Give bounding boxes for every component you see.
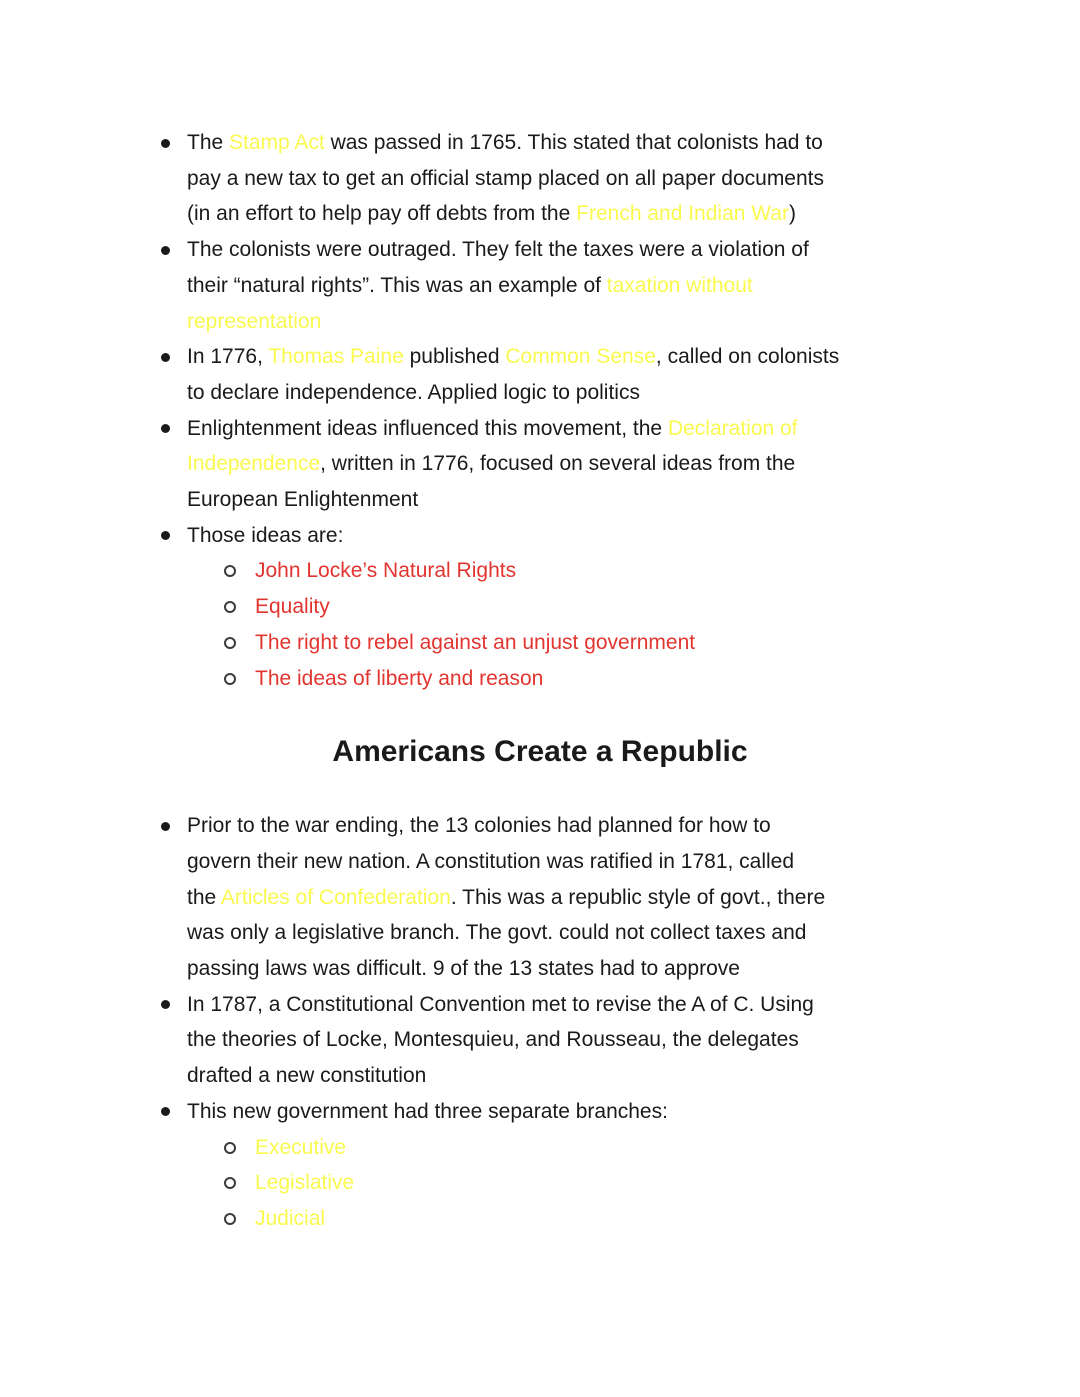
text-segment: The [187,131,230,154]
text-segment: Those ideas are: [187,523,344,547]
text-segment: , called on colonists [655,345,840,369]
highlighted-text: representation [187,309,322,333]
text-segment: In 1787, a Constitutional Convention met to revise the A of C. Using [187,992,814,1016]
bullet-item [0,987,1080,1094]
text-line [187,232,985,268]
sub-bullet-item [0,661,1080,697]
highlighted-text: Common Sense [505,345,656,369]
highlighted-text: Judicial [255,1206,326,1230]
bullet-circle-icon [224,1142,236,1154]
red-text: John Locke’s Natural Rights [255,559,517,583]
highlighted-text: Executive [255,1135,347,1159]
bullet-group-1 [0,125,1080,696]
highlighted-text: Legislative [255,1171,355,1195]
bullet-circle-icon [224,601,236,613]
text-line [187,268,985,304]
text-line [187,987,985,1023]
bullet-item [0,125,1080,232]
highlighted-text: Thomas Paine [268,345,404,369]
text-line [187,482,985,518]
bullet-item [0,808,1080,987]
text-segment: the [187,885,221,909]
text-segment: govern their new nation. A constitution was ratified in 1781, called [187,849,795,873]
text-line [187,518,985,554]
text-line [187,1058,985,1094]
red-text: The ideas of liberty and reason [255,666,544,690]
bullet-dot-icon [161,424,170,433]
text-segment: published [403,345,506,369]
text-line [187,375,985,411]
sub-bullet-item [0,1130,1080,1166]
text-segment: drafted a new constitution [187,1064,427,1088]
text-segment: Enlightenment ideas influenced this movement, the [187,416,668,440]
sub-bullet-item [0,1201,1080,1237]
text-line [187,880,985,916]
highlighted-text: French and Indian War [576,202,789,226]
highlighted-text: Independence [187,452,321,476]
bullet-dot-icon [161,139,170,148]
bullet-item [0,411,1080,518]
text-line [187,339,985,375]
bullet-item [0,339,1080,410]
text-segment: to declare independence. Applied logic to politics [187,380,640,404]
text-line [255,625,985,661]
bullet-item [0,518,1080,554]
bullet-item [0,232,1080,339]
bullet-dot-icon [161,246,170,255]
red-text: The right to rebel against an unjust government [255,630,696,654]
text-line [255,1201,985,1237]
text-line [255,661,985,697]
bullet-dot-icon [161,1107,170,1116]
text-line [187,1094,985,1130]
text-segment: . This was a republic style of govt., there [450,885,826,909]
text-segment: (in an effort to help pay off debts from the [187,202,577,226]
text-line [187,915,985,951]
text-line [187,196,985,232]
text-line [187,411,985,447]
text-line [255,1165,985,1201]
bullet-dot-icon [161,822,170,831]
text-line [187,808,985,844]
text-segment: This new government had three separate branches: [187,1099,668,1123]
text-segment: The colonists were outraged. They felt the taxes were a violation of [187,238,809,262]
text-segment: was only a legislative branch. The govt. could not collect taxes and [187,921,807,945]
section-heading: Americans Create a Republic [332,735,748,769]
text-segment: the theories of Locke, Montesquieu, and Rousseau, the delegates [187,1028,799,1052]
bullet-dot-icon [161,1000,170,1009]
bullet-group-2 [0,808,1080,1236]
text-line [187,844,985,880]
text-line [255,1130,985,1166]
text-segment: was passed in 1765. This stated that colonists had to [324,131,823,154]
text-line [187,446,985,482]
text-line [255,553,985,589]
bullet-dot-icon [161,531,170,540]
text-segment: Prior to the war ending, the 13 colonies had planned for how to [187,814,771,838]
bullet-item [0,1094,1080,1130]
text-segment: passing laws was difficult. 9 of the 13 states had to approve [187,957,740,981]
highlighted-text: Stamp Act [229,131,325,154]
sub-bullet-item [0,589,1080,625]
red-text: Equality [255,595,330,619]
text-segment: , written in 1776, focused on several ideas from the [320,452,796,476]
sub-bullet-item [0,1165,1080,1201]
highlighted-text: taxation without [606,273,753,297]
highlighted-text: Declaration of [667,416,798,440]
bullet-circle-icon [224,637,236,649]
bullet-circle-icon [224,1177,236,1189]
sub-bullet-item [0,553,1080,589]
text-segment: In 1776, [187,345,269,369]
sub-bullet-item [0,625,1080,661]
highlighted-text: Articles of Confederation [220,885,451,909]
bullet-circle-icon [224,673,236,685]
text-segment: pay a new tax to get an official stamp placed on all paper documents [187,166,825,190]
text-line [187,125,985,161]
bullet-circle-icon [224,1213,236,1225]
text-line [187,161,985,197]
text-segment: European Enlightenment [187,488,419,512]
text-line [255,589,985,625]
text-line [187,304,985,340]
text-segment: their “natural rights”. This was an example of [187,273,607,297]
bullet-dot-icon [161,353,170,362]
text-segment: ) [788,202,796,226]
text-line [187,1022,985,1058]
bullet-circle-icon [224,565,236,577]
text-line [187,951,985,987]
